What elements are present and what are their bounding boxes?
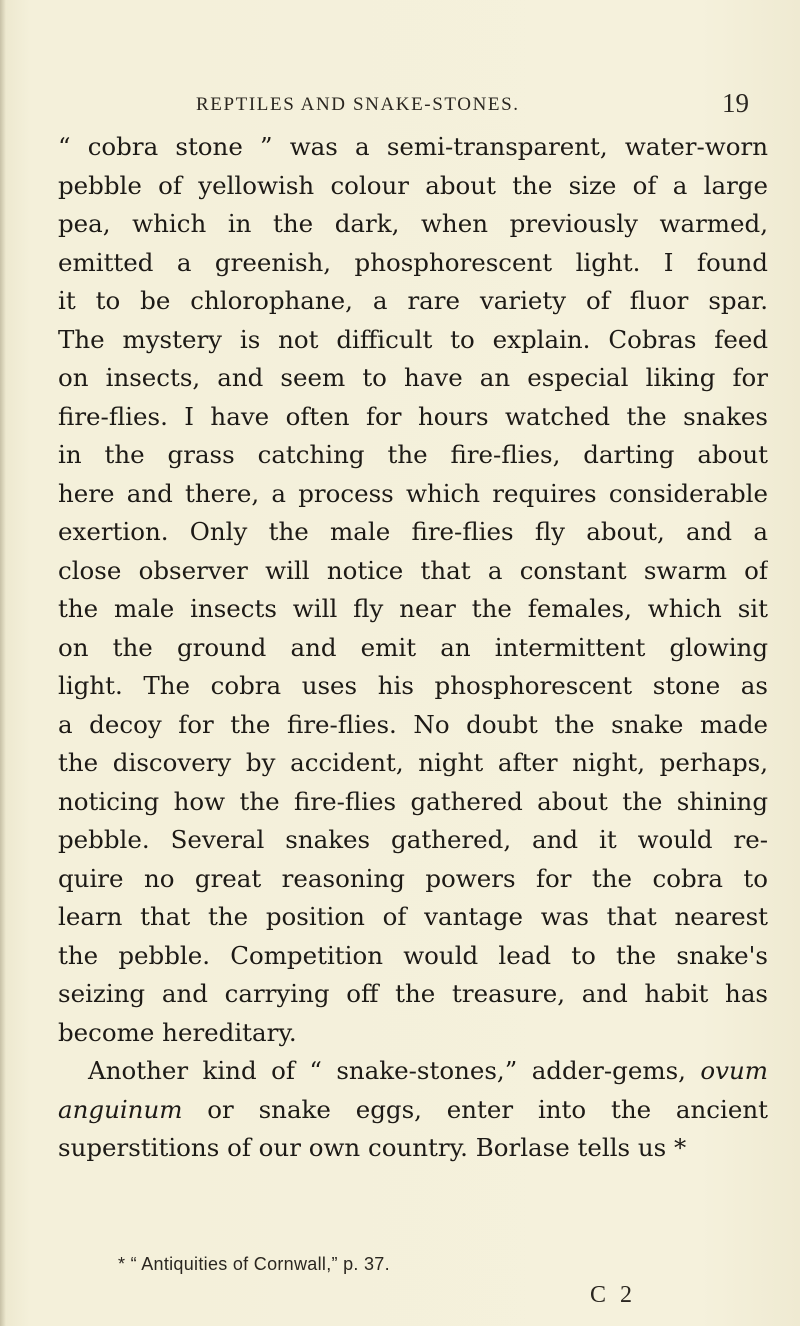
paragraph2-line-2 bbox=[58, 1091, 768, 1130]
footnote: * “ Antiquities of Cornwall,” p. 37. bbox=[118, 1254, 390, 1274]
text-line-2: pebble of yellowish colour about the size of a large bbox=[58, 170, 768, 200]
text-line-1: “ cobra stone ” was a semi-transparent, water-worn bbox=[58, 132, 768, 161]
text-line-22: the pebble. Competition would lead to the snake's bbox=[58, 940, 768, 970]
text-line-23: seizing and carrying off the treasure, and habit has bbox=[58, 979, 768, 1008]
text-line-13: the male insects will fly near the females, which sit bbox=[58, 594, 768, 623]
text-line-6: The mystery is not difficult to explain. Cobras feed bbox=[58, 324, 768, 354]
text-line-17: the discovery by accident, night after night, perhaps, bbox=[58, 748, 768, 777]
text-line-15: light. The cobra uses his phosphorescent stone as bbox=[58, 671, 768, 700]
running-head: REPTILES AND SNAKE-STONES. bbox=[196, 94, 520, 115]
paragraph2-italic-ovum: ovum bbox=[700, 1056, 768, 1085]
spine-shadow bbox=[0, 0, 6, 1326]
text-line-8: fire-flies. I have often for hours watched the snakes bbox=[58, 401, 768, 431]
paragraph2-line-1-text: Another kind of “ snake-stones,” adder-gems, bbox=[88, 1056, 686, 1085]
text-line-4: emitted a greenish, phosphorescent light. I found bbox=[58, 247, 768, 277]
text-line-12: close observer will notice that a constant swarm of bbox=[58, 555, 768, 585]
text-line-5: it to be chlorophane, a rare variety of fluor spar. bbox=[58, 286, 768, 315]
text-line-20: quire no great reasoning powers for the cobra to bbox=[58, 863, 768, 893]
text-line-19: pebble. Several snakes gathered, and it would re- bbox=[58, 825, 768, 854]
text-line-11: exertion. Only the male fire-flies fly about, and a bbox=[58, 517, 768, 546]
text-line-9: in the grass catching the fire-flies, darting about bbox=[58, 440, 768, 469]
page-number: 19 bbox=[722, 88, 749, 118]
paragraph2-line-2-text: or snake eggs, enter into the ancient bbox=[182, 1094, 768, 1124]
text-line-7: on insects, and seem to have an especial liking for bbox=[58, 363, 768, 392]
paragraph2-line-3: superstitions of our own country. Borlase tells us * bbox=[58, 1133, 687, 1162]
text-line-18: noticing how the fire-flies gathered about the shining bbox=[58, 786, 768, 816]
paragraph2-italic-anguinum: anguinum bbox=[58, 1094, 183, 1124]
text-line-10: here and there, a process which requires considerable bbox=[58, 478, 768, 508]
text-line-24: become hereditary. bbox=[58, 1017, 297, 1047]
signature-mark: C 2 bbox=[590, 1282, 637, 1308]
text-line-3: pea, which in the dark, when previously warmed, bbox=[58, 209, 768, 238]
paragraph2-line-1 bbox=[58, 1052, 768, 1091]
text-line-14: on the ground and emit an intermittent glowing bbox=[58, 632, 768, 662]
text-line-16: a decoy for the fire-flies. No doubt the snake made bbox=[58, 709, 768, 739]
text-line-21: learn that the position of vantage was that nearest bbox=[58, 902, 768, 931]
body-text bbox=[58, 128, 768, 1168]
